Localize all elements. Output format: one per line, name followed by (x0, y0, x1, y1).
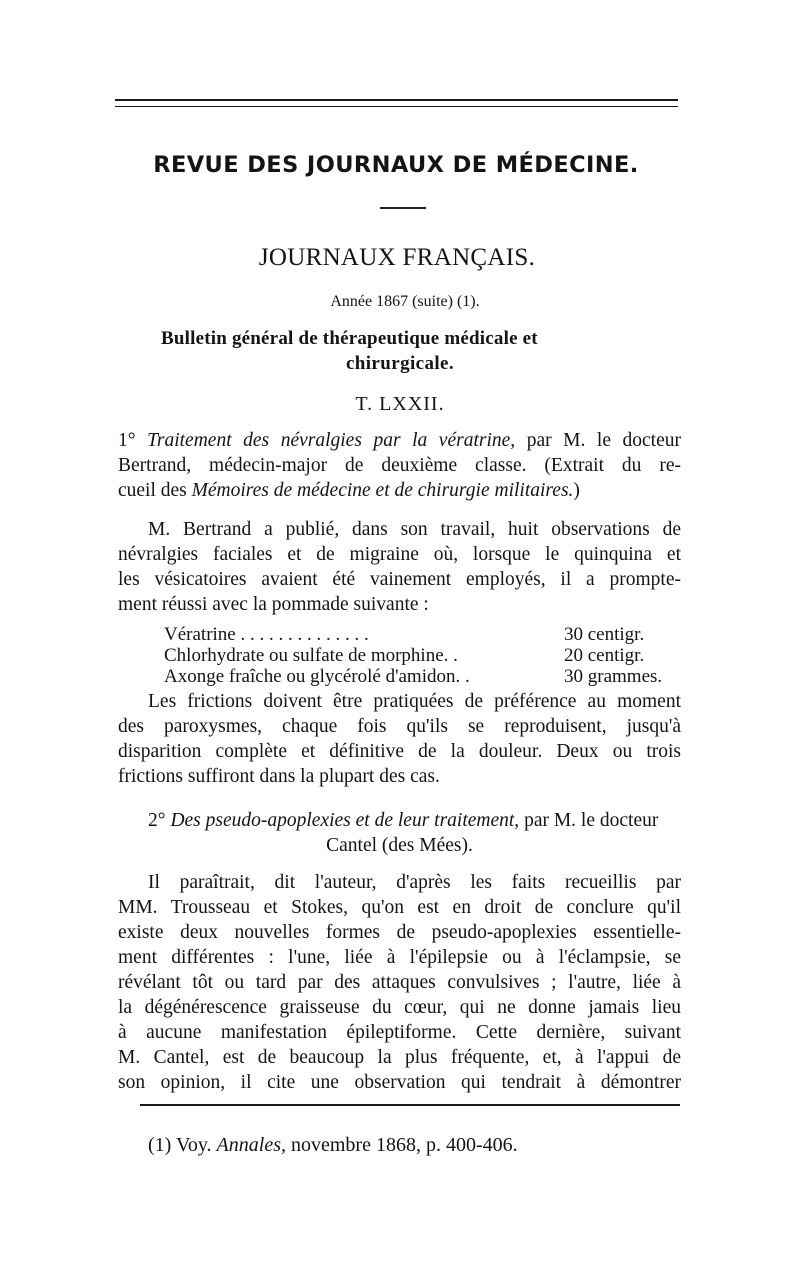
article1-source: Mémoires de médecine et de chirurgie militaires. (191, 480, 574, 501)
tome-number: T. LXXII. (355, 393, 445, 415)
article2-line: à aucune manifestation épileptiforme. Cette dernière, suivant (118, 1022, 681, 1043)
article2-number: 2° (148, 810, 166, 831)
top-rule-thin (115, 106, 678, 107)
recipe-quantity: 30 grammes. (564, 666, 663, 687)
recipe-quantity: 20 centigr. (564, 645, 645, 666)
article2-line: ment différentes : l'une, liée à l'épilepsie ou à l'éclampsie, se (118, 947, 681, 968)
recipe-row (164, 666, 685, 687)
article1-title: Traitement des névralgies par la vératrine, (147, 430, 516, 451)
top-rule-thick (115, 99, 678, 101)
article1-after-line: disparition complète et définitive de la douleur. Deux ou trois (118, 741, 681, 762)
footnote-journal: Annales, (216, 1134, 286, 1156)
recipe-ingredient: Chlorhydrate ou sulfate de morphine. . (164, 645, 458, 666)
title-separator (380, 207, 426, 209)
footnote-text: Voy. (171, 1134, 217, 1156)
article2-line: MM. Trousseau et Stokes, qu'on est en droit de conclure qu'il (118, 897, 681, 918)
recipe-list (164, 624, 685, 687)
recipe-row (164, 645, 685, 666)
article2-line: son opinion, il cite une observation qui tendrait à démontrer (118, 1072, 681, 1093)
article1-body (118, 517, 681, 617)
footnote-marker: (1) (148, 1134, 172, 1156)
article1-line: les vésicatoires avaient été vainement employés, il a prompte- (118, 569, 681, 590)
article2-line: Il paraîtrait, dit l'auteur, d'après les faits recueillis par (148, 872, 681, 893)
article2-line: existe deux nouvelles formes de pseudo-apoplexies essentielle- (118, 922, 681, 943)
article2-author: par M. le docteur (519, 810, 659, 831)
recipe-ingredient: Axonge fraîche ou glycérolé d'amidon. . (164, 666, 470, 687)
article1-heading-line3: cueil des (118, 480, 192, 501)
article1-heading-line2: Bertrand, médecin-major de deuxième classe. (Extrait du re- (118, 455, 681, 476)
footnote-rule (140, 1104, 680, 1106)
recipe-quantity: 30 centigr. (564, 624, 645, 645)
article2-line: M. Cantel, est de beaucoup la plus fréquente, et, à l'appui de (118, 1047, 681, 1068)
article1-continuation (118, 689, 681, 789)
section-title: JOURNAUX FRANÇAIS. (258, 244, 536, 271)
article1-heading (118, 428, 681, 503)
article1-after-line: frictions suffiront dans la plupart des cas. (118, 766, 440, 787)
footnote-reference: novembre 1868, p. 400-406. (285, 1134, 518, 1156)
article2-body (118, 870, 681, 1095)
article2-heading-line2: Cantel (des Mées). (326, 835, 473, 856)
article2-title: Des pseudo-apoplexies et de leur traitement, (170, 810, 520, 831)
page-title: REVUE DES JOURNAUX DE MÉDECINE. (153, 152, 639, 178)
article2-line: révélant tôt ou tard par des attaques convulsives ; l'autre, liée à (118, 972, 681, 993)
article1-after-line: Les frictions doivent être pratiquées de préférence au moment (148, 691, 681, 712)
article1-source-close: ) (573, 480, 580, 501)
recipe-row (164, 624, 685, 645)
article1-line: névralgies faciales et de migraine où, lorsque le quinquina et (118, 544, 681, 565)
journal-title-line2: chirurgicale. (345, 353, 455, 374)
year-line: Année 1867 (suite) (1). (330, 293, 480, 310)
journal-title-line1: Bulletin général de thérapeutique médicale et (161, 328, 538, 349)
recipe-ingredient: Vératrine . . . . . . . . . . . . . . (164, 624, 369, 645)
article2-line: la dégénérescence graisseuse du cœur, qui ne donne jamais lieu (118, 997, 681, 1018)
article2-heading (118, 808, 681, 858)
article1-line: ment réussi avec la pommade suivante : (118, 594, 429, 615)
article1-number: 1° (118, 430, 136, 451)
article1-after-line: des paroxysmes, chaque fois qu'ils se reproduisent, jusqu'à (118, 716, 681, 737)
footnote (148, 1134, 518, 1157)
article1-author: par M. le docteur (515, 430, 681, 451)
article1-line: M. Bertrand a publié, dans son travail, huit observations de (148, 519, 681, 540)
